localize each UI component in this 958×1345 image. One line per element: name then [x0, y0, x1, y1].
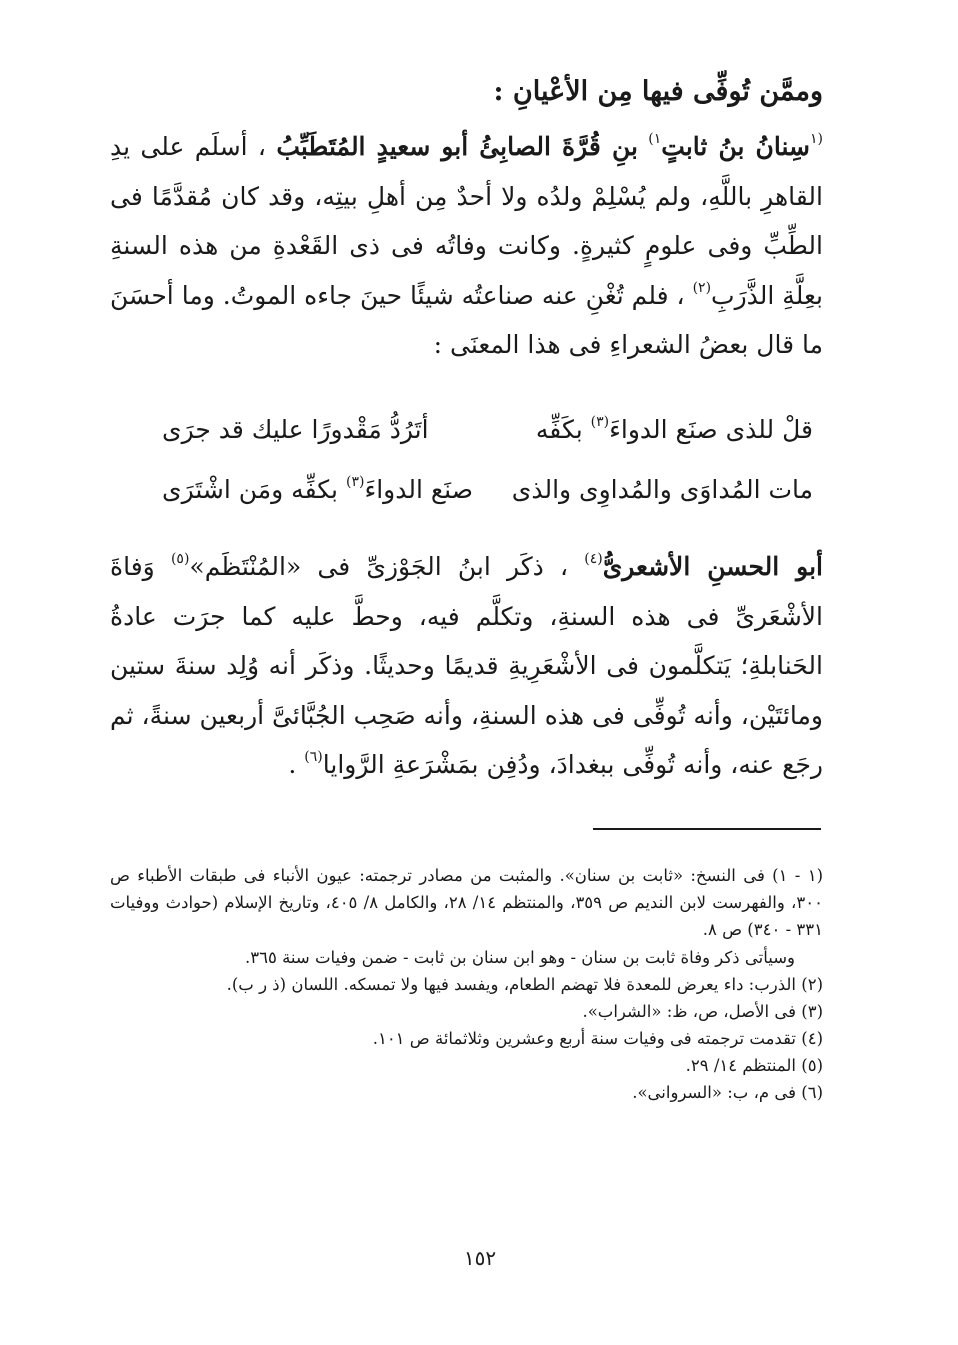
footnote: وسيأتى ذكر وفاة ثابت بن سنان - وهو ابن سنان بن ثابت - ضمن وفيات سنة ٣٦٥.: [244, 948, 795, 967]
footnote-marker: (٤): [584, 551, 603, 567]
footnote-marker: (٦): [304, 749, 323, 766]
entry-name: سِنانُ بنُ ثابتٍ: [661, 132, 810, 161]
footnote: (٦) فى م، ب: «السروانى».: [632, 1083, 823, 1102]
footnotes: [110, 862, 823, 1106]
entry-text: ، ذكَر ابنُ الجَوْزىِّ فى «المُنْتَظَم»: [189, 552, 569, 581]
footnote-marker: (٣): [345, 474, 365, 490]
entry-text: .: [288, 750, 297, 780]
verse-text: بكَفِّه: [535, 415, 583, 444]
footnote-separator: [593, 828, 821, 830]
verse-text: قلْ للذى صنَع الدواءَ: [609, 415, 813, 444]
verse-second-hemistich: أتَرُدُّ مَقْدورًا عليك قد جرَى: [162, 415, 429, 444]
entry-name: أبو الحسنِ الأشعرىُّ: [602, 552, 823, 581]
verse-text: بكفِّه ومَن اشْتَرَى: [162, 475, 339, 504]
poem-verse: [110, 470, 823, 510]
footnote-marker: (٥): [170, 551, 190, 567]
verse-text: صنَع الدواءَ: [364, 475, 473, 504]
footnote-marker: (٣): [590, 414, 610, 430]
verse-second-hemistich: [162, 470, 473, 510]
entry-text: ، أسلَم على يدِ القاهرِ باللَّهِ، ولم يُسْلِمْ ولدُه ولا أحدٌ مِن أهلِ بيتِه، وقد كان مُقدَّمًا فى الطِّبِّ وفى علومٍ كثيرةٍ. وكانت وفاتُه فى ذى القَعْدةِ من هذه السنةِ بعِلَّةِ الذَّرَبِ: [110, 132, 823, 310]
entry-abu-al-hasan-al-ashari: [110, 542, 823, 790]
footnote-marker: (٢): [692, 279, 712, 296]
verse-first-hemistich: مات المُداوَى والمُداوِى والذى: [511, 475, 813, 504]
footnote-marker: (١: [810, 131, 823, 147]
footnote-marker: ١): [648, 131, 662, 147]
footnote: (٤) تقدمت ترجمته فى وفيات سنة أربع وعشرين وثلاثمائة ص ١٠١.: [372, 1029, 823, 1048]
verse-first-hemistich: [536, 410, 813, 450]
entry-text: ، فلم تُغْنِ عنه صناعتُه شيئًا حينَ جاءه الموتُ. وما أحسَنَ ما قال بعضُ الشعراءِ فى هذا المعنَى :: [110, 280, 823, 360]
footnote: (٢) الذرب: داء يعرض للمعدة فلا تهضم الطعام، ويفسد فيها ولا تمسكه. اللسان (ذ ر ب).: [226, 975, 823, 994]
entry-name-continued: بنِ قُرَّةَ الصابِئُ أبو سعيدٍ المُتَطَبِّبُ: [276, 132, 638, 161]
poem-verse: [110, 410, 823, 450]
entry-text: وَفاةَ الأشْعَرىِّ فى هذه السنةِ، وتكلَّم فيه، وحطَّ عليه كما جرَت عادةُ الحَنابلةِ؛ يَتكلَّمون فى الأشْعَرِيةِ قديمًا وحديثًا. وذكَر أنه وُلِد سنةَ ستين ومائتَيْن، وأنه تُوفِّى فى هذه السنةِ، وأنه صَحِب الجُبَّائىَّ أربعين سنةً، ثم رجَع عنه، وأنه تُوفِّى ببغدادَ، ودُفِن بمَشْرَعةِ الرَّوايا: [110, 552, 823, 780]
section-heading: وممَّن تُوفِّى فيها مِن الأعْيانِ :: [493, 76, 823, 107]
footnote: (٥) المنتظم ١٤/ ٢٩.: [685, 1056, 823, 1075]
footnote: (٣) فى الأصل، ص، ظ: «الشراب».: [582, 1002, 823, 1021]
entry-sinan-ibn-thabit: [110, 122, 823, 370]
page-number: ١٥٢: [463, 1246, 497, 1270]
footnote: (١ - ١) فى النسخ: «ثابت بن سنان». والمثبت من مصادر ترجمته: عيون الأنباء فى طبقات الأطباء ص ٣٠٠، والفهرست لابن النديم ص ٣٥٩، والمنتظم ١٤/ ٢٨، والكامل ٨/ ٤٠٥، وتاريخ الإسلام (حوادث ووفيات ٣٣١ - ٣٤٠) ص ٨.: [110, 866, 823, 939]
